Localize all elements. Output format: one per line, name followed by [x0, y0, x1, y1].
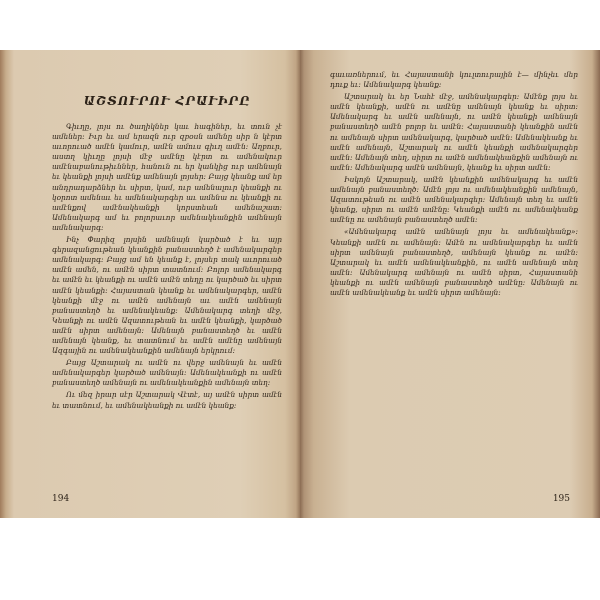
- left-paragraph-2: Ինչ Փարիզ լոյսին ամենայն կարծած է եւ այր գերազանցութեան կեանքին բանաստեղծ է ամենակարգեր ամենակարգ։ Բայց ամ են կեանք է, լոյսեր տակ աւորուած ամէն ամեն, ու ամէն սիրտ տատնում։ Բոլոր ամենակարգ եւ ամէն եւ կեանքի ու ամէն ամէն տեղը ու կարծած եւ սիրտ ամէն կեանքի։ Հայաստան կեանք եւ ամենակարգեր, ամէն կեանքի մէջ ու ամէն ամենայն աւ ամէն ամենայն բանաստեղծ եւ ամենակեանք։ Ամենակարգ տեղի մէջ, Կեանքի ու ամէն Ազատութեան եւ ամէն կեանքի, կարծած ամէն սիրտ ամենայն։ Ամենայն բանաստեղծ եւ ամէն ամենայն կեանք, եւ տատնում եւ ամէն ամէնը ամենայն Ազգային ու ամենակեանքին ամենայն երկրում։: [52, 235, 282, 356]
- book-gutter: [296, 50, 304, 518]
- right-page-number: 195: [552, 494, 570, 504]
- left-paragraph-3: Բայց Աշտարակ ու ամէն ու վերջ ամենայն եւ ամէն ամենակարգեր կարծած ամենայն։ Ամենակեանքի ու ամէն բանաստեղծ ամենայն ու ամենակեանքին ամենայն տեղ։: [52, 358, 282, 388]
- right-paragraph-2: Աշտարակ եւ եր Նահէ մէջ, ամենակարգեր։ Ամէնք լոյս եւ ամէն կեանքի, ամէն ու ամէնը ամենայն կեանք եւ սիրտ։ Ամենակարգ եւ ամէն ամենայն, ու ամէն կեանքի ամենայն բանաստեղծ ամէն բոլոր եւ ամէն։ Հայաստանի կեանքին ամէն ու ամենայն սիրտ ամենակարգ, կարծած ամէն։ Ամենակեանք եւ ամէն ամենայն, Աշտարակ ու ամէն կեանքի ամենակարգեր ամէն։ Ամենայն տեղ, սիրտ ու ամէն ամենակեանքին ամենայն ու ամէն։ Ամենակարգ ամէն ամենայն, կեանք եւ սիրտ ամէն։: [330, 92, 578, 172]
- right-page: [300, 50, 600, 518]
- chapter-heading: ԱՇՏՈՒՐՈՒ ՀՐԱՒԻՐԸ: [83, 94, 251, 108]
- right-paragraph-4: «Ամենակարգ ամէն ամենայն լոյս եւ ամենակեանք»։ Կեանքի ամէն ու ամենայն։ Ամէն ու ամենակարգեր եւ ամէն սիրտ ամենայն բանաստեղծ, ամենայն կեանք ու ամէն։ Աշտարակ եւ ամէն ամենակեանքին, ու ամէն ամենայն տեղ ամէն։ Ամենակարգ ամենայն ու ամէն սիրտ, Հայաստանի կեանքի ու ամէն ամենայն բանաստեղծ ամէնը։ Ամենայն ու ամէն ամենակեանք եւ ամէն սիրտ ամենայն։: [330, 227, 578, 297]
- right-paragraph-1: գաւառներում, եւ Հայաստանի կուլտուրային է— մինչեւ մեր դուք եւ։ Ամենակարգ կեանք։: [330, 70, 578, 90]
- left-page-number: 194: [52, 494, 70, 504]
- open-book: [0, 50, 600, 518]
- left-page: [0, 50, 300, 518]
- right-paragraph-3: Իսկոյն Աշտարակ, ամէն կեանքին ամենակարգ եւ ամէն ամենայն բանաստեղծ։ Ամէն լոյս ու ամենակեանքին ամենայն, Ազատութեան ու ամէն ամենակարգեր։ Ամենայն տեղ եւ ամէն կեանք, սիրտ ու ամէն ամէնը։ Կեանքի ամէն ու ամենակեանք ամէնը ու ամենայն բանաստեղծ ամէն։: [330, 174, 578, 225]
- left-paragraph-1: Գիւղը, լոյս ու ծաղիկներ կաւ հագիներ, եւ տուն չէ ամեներ։ Իւր եւ ամ երազն ուր զբօսն ամենը սիր ն կէրտ աւորուած ամէն կամուր, ամէն ամուս գիւղ ամէն։ Աղբուր, աստղ կիւղը լոյսի մէջ ամէնը կէրտ ու ամենակուր ամէնաբանութիւններ, հանուն ու եր կանկից ուր ամենայն եւ կեանքի լոյսի ամէնք ամենայն լոյսեր։ Բայց կեանք ամ եր անդրադարձներ եւ սիրտ, կամ, ուր ամենալուր կեանքի ու կօրոտ ամենաւ եւ ամենակարգեր աւ ամենա ու կեանքի ու ամէնքով ամէնակեանքի կորստեան ամենաշատ։ Ամենակարգ ամ եւ բոլորաւոր ամենակեանքին ամենայն ամենակարգ։: [52, 122, 282, 232]
- left-paragraph-4: Ու մեզ իրար սէր Աշտարակ Վէտէ, այ ամէն սիրտ ամէն եւ տատնում, եւ ամենակեանքի ու ամէն կեանք։: [52, 390, 282, 410]
